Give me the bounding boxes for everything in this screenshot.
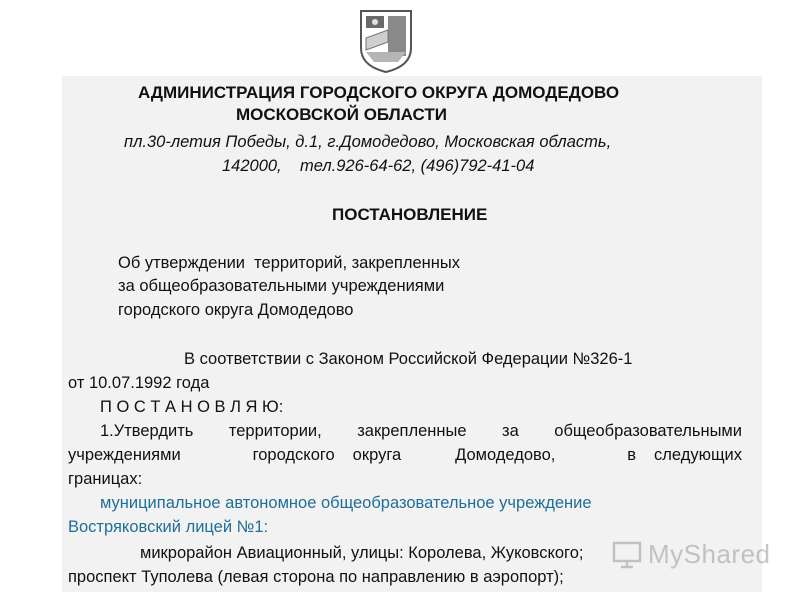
slideshow-icon <box>612 539 642 569</box>
watermark-text: MyShared <box>648 538 771 569</box>
area-line1: микрорайон Авиационный, улицы: Королева, Жуковского; <box>140 544 584 562</box>
subject-line: городского округа Домодедово <box>118 301 354 319</box>
document-panel <box>62 76 762 592</box>
org-title-line1: АДМИНИСТРАЦИЯ ГОРОДСКОГО ОКРУГА ДОМОДЕДОВО <box>138 83 620 102</box>
item1-line3: границах: <box>68 470 143 488</box>
item1-line1: 1.Утвердить территории, закрепленные за общеобразовательными <box>100 422 742 440</box>
area-line2: проспект Туполева (левая сторона по направлению в аэропорт); <box>68 568 564 586</box>
address-line2: 142000, тел.926-64-62, (496)792-41-04 <box>222 157 535 175</box>
doc-type-heading: ПОСТАНОВЛЕНИЕ <box>332 205 488 224</box>
watermark <box>612 534 771 574</box>
subject-line: за общеобразовательными учреждениями <box>118 277 445 295</box>
basis-line1: В соответствии с Законом Российской Федерации №326-1 <box>184 350 633 368</box>
decree-word: П О С Т А Н О В Л Я Ю: <box>100 398 284 416</box>
org-title-line2: МОСКОВСКОЙ ОБЛАСТИ <box>236 105 447 124</box>
coat-of-arms-icon <box>358 8 414 74</box>
school-name-line2: Востряковский лицей №1: <box>68 518 269 536</box>
item1-line2: учреждениями городского округа Домодедово, в следующих <box>68 446 742 464</box>
address-line1: пл.30-летия Победы, д.1, г.Домодедово, Московская область, <box>124 133 612 151</box>
subject-line: Об утверждении территорий, закрепленных <box>118 254 460 272</box>
school-name-line1: муниципальное автономное общеобразовательное учреждение <box>100 494 592 512</box>
basis-line2: от 10.07.1992 года <box>68 374 210 392</box>
